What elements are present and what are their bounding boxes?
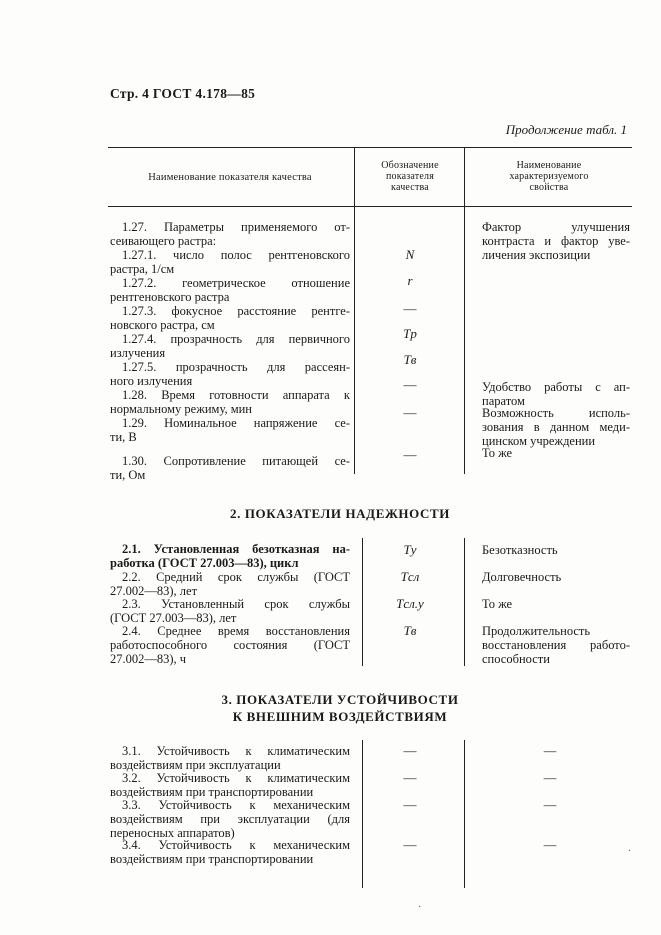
- table-col-divider: [464, 740, 465, 888]
- stability-row-name: 3.1. Устойчивость к климатическим воздействиям при эксплуатации: [110, 744, 350, 772]
- table-continuation-label: Продолжение табл. 1: [505, 122, 627, 137]
- reliability-row-name: 2.2. Средний срок службы (ГОСТ 27.002—83), лет: [110, 570, 350, 598]
- stability-row-name: 3.2. Устойчивость к климатическим воздействиям при транспортировании: [110, 771, 350, 799]
- reliability-row-name: 2.1. Установленная безотказная на- работка (ГОСТ 27.003—83), цикл: [110, 542, 350, 570]
- table-col-divider: [354, 147, 355, 474]
- table-col-divider: [464, 147, 465, 474]
- table-col-divider: [362, 740, 363, 888]
- property-text: Удобство работы с ап- паратом: [482, 380, 630, 408]
- symbol-dash: —: [403, 447, 417, 462]
- stability-row-name: 3.4. Устойчивость к механическим воздействиям при транспортировании: [110, 838, 350, 866]
- reliability-property: Продолжительность восстановления работо- способности: [482, 624, 630, 666]
- table1-names: 1.27. Параметры применяемого от- сеивающего растра: 1.27.1. число полос рентгеновского растра, 1/см 1.27.2. геометрическое отношение рентгеновского растра 1.27.3. фокусное расстояние рентге- новского растра, см 1.27.4. прозрачность для первичного излучения 1.27.5. прозрачность для рассеян- ного излучения 1.28. Время готовности аппарата к нормальному режиму, мин 1.29. Номинальное напряжение се- ти, В 1.30. Сопротивление питающей се- ти, Ом: [110, 220, 350, 482]
- symbol-Tp: Tp: [403, 326, 417, 341]
- scan-speck: ·: [418, 902, 422, 913]
- reliability-property: То же: [482, 597, 513, 611]
- symbol-dash: —: [403, 377, 417, 392]
- symbol-r: r: [407, 273, 413, 288]
- stability-property: —: [543, 744, 557, 758]
- reliability-symbol: Tв: [403, 623, 417, 638]
- stability-symbol: —: [403, 743, 417, 758]
- section-title: 3. ПОКАЗАТЕЛИ УСТОЙЧИВОСТИ К ВНЕШНИМ ВОЗДЕЙСТВИЯМ: [221, 692, 459, 724]
- reliability-symbol: Tу: [403, 542, 417, 557]
- symbol-dash: —: [403, 405, 417, 420]
- reliability-row-name: 2.4. Среднее время восстановления работоспособного состояния (ГОСТ 27.002—83), ч: [110, 624, 350, 666]
- table-top-rule: [108, 147, 632, 148]
- stability-property: —: [543, 771, 557, 785]
- symbol-N: N: [405, 247, 415, 262]
- table-col-divider: [464, 538, 465, 666]
- stability-row-name: 3.3. Устойчивость к механическим воздействиям при эксплуатации (для переносных аппаратов): [110, 798, 350, 840]
- table-header-rule: [108, 206, 632, 207]
- reliability-property: Безотказность: [482, 543, 558, 557]
- property-text: То же: [482, 446, 513, 460]
- scan-speck: ·: [628, 846, 632, 857]
- stability-symbol: —: [403, 837, 417, 852]
- section-title: 2. ПОКАЗАТЕЛИ НАДЕЖНОСТИ: [230, 506, 450, 521]
- property-text: Возможность исполь- зования в данном меди- цинском учреждении: [482, 406, 630, 448]
- col-header-name: Наименование показателя качества: [148, 172, 312, 183]
- col-header-property: Наименование характеризуемого свойства: [509, 160, 589, 193]
- reliability-symbol: Tсл: [400, 569, 420, 584]
- stability-property: —: [543, 798, 557, 812]
- stability-symbol: —: [403, 770, 417, 785]
- symbol-dash: —: [403, 301, 417, 316]
- reliability-row-name: 2.3. Установленный срок службы (ГОСТ 27.003—83), лет: [110, 597, 350, 625]
- page-header: Стр. 4 ГОСТ 4.178—85: [110, 86, 256, 101]
- property-text: Фактор улучшения контраста и фактор уве- личения экспозиции: [482, 220, 630, 262]
- stability-property: —: [543, 838, 557, 852]
- reliability-symbol: Tсл.у: [396, 596, 424, 611]
- reliability-property: Долговечность: [482, 570, 562, 584]
- symbol-Tv: Tв: [403, 352, 417, 367]
- col-header-symbol: Обозначение показателя качества: [381, 160, 439, 193]
- stability-symbol: —: [403, 797, 417, 812]
